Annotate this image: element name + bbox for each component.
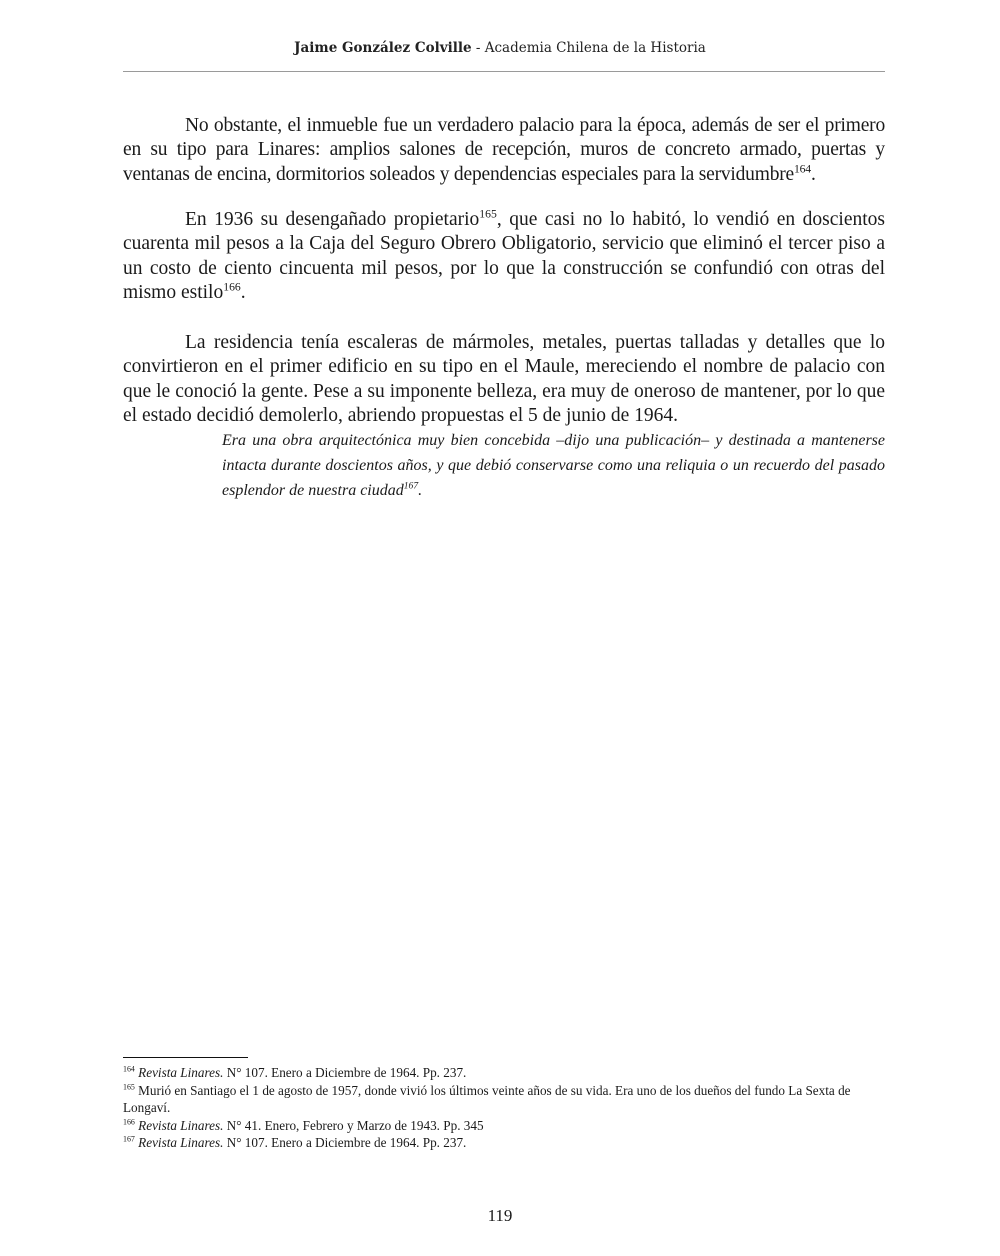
footnote-text: N° 107. Enero a Diciembre de 1964. Pp. 237. <box>223 1065 467 1080</box>
footnote-text: Murió en Santiago el 1 de agosto de 1957, donde vivió los últimos veinte años de su vida. Era uno de los dueños del fundo La Sexta de Longaví. <box>123 1082 851 1115</box>
quote-end: . <box>418 482 423 499</box>
footnote <box>123 1134 893 1152</box>
footnotes <box>123 1064 893 1152</box>
footnote <box>123 1082 893 1117</box>
footnote-ref-164[interactable]: 164 <box>794 162 811 176</box>
footnote <box>123 1117 893 1135</box>
page-number: 119 <box>487 1206 513 1225</box>
footnote-ref-167[interactable]: 167 <box>403 480 419 492</box>
footnote <box>123 1064 893 1082</box>
footnote-source: Revista Linares. <box>138 1065 224 1080</box>
paragraph-2-end: . <box>240 281 246 303</box>
footnote-number: 167 <box>123 1134 135 1144</box>
header-institution: Academia Chilena de la Historia <box>484 40 706 56</box>
footnote-ref-165[interactable]: 165 <box>479 207 497 221</box>
footnote-number: 164 <box>123 1064 135 1074</box>
quote-text: Era una obra arquitectónica muy bien concebida –dijo una publicación– y destinada a mantenerse intacta durante doscientos años, y que debió conservarse como una reliquia o un recuerdo del pasado esplendor de nuestra ciudad <box>222 432 885 499</box>
paragraph-1-text: No obstante, el inmueble fue un verdadero palacio para la época, además de ser el primero en su tipo para Linares: amplios salones de recepción, muros de concreto armado, puertas y ventanas de encina, dormitorios soleados y dependencias especiales para la servidumbre <box>123 115 885 185</box>
header-separator: - <box>471 40 485 56</box>
header-author: Jaime González Colville <box>294 40 472 56</box>
footnote-source: Revista Linares. <box>138 1117 224 1133</box>
block-quote <box>222 428 885 503</box>
running-header <box>0 40 1000 56</box>
paragraph-3 <box>123 331 885 428</box>
paragraph-3-text: La residencia tenía escaleras de mármoles, metales, puertas talladas y detalles que lo convirtieron en el primer edificio en su tipo en el Maule, mereciendo el nombre de palacio con que le conoció la gente. Pese a su imponente belleza, era muy de oneroso de mantener, por lo que el estado decidió demolerlo, abriendo propuestas el 5 de junio de 1964. <box>123 332 885 426</box>
footnote-number: 165 <box>123 1082 135 1092</box>
footnote-ref-166[interactable]: 166 <box>223 280 241 294</box>
paragraph-1-end: . <box>810 163 816 185</box>
paragraph-2 <box>123 208 885 305</box>
footnote-rule <box>123 1057 248 1058</box>
paragraph-2-text: En 1936 su desengañado propietario <box>185 209 480 230</box>
header-rule <box>123 71 885 72</box>
footnote-text: N° 107. Enero a Diciembre de 1964. Pp. 237. <box>223 1135 467 1150</box>
paragraph-1 <box>123 114 885 187</box>
paragraph-2-text-b: , que casi no lo habitó, lo vendió en doscientos cuarenta mil pesos a la Caja del Seguro Obrero Obligatorio, servicio que eliminó el tercer piso a un costo de ciento cincuenta mil pesos, por lo que la construcción se confundió con otras del mismo estilo <box>123 209 885 303</box>
footnote-source: Revista Linares. <box>138 1135 224 1150</box>
footnote-text: N° 41. Enero, Febrero y Marzo de 1943. Pp. 345 <box>223 1117 484 1133</box>
footnote-number: 166 <box>123 1117 135 1127</box>
